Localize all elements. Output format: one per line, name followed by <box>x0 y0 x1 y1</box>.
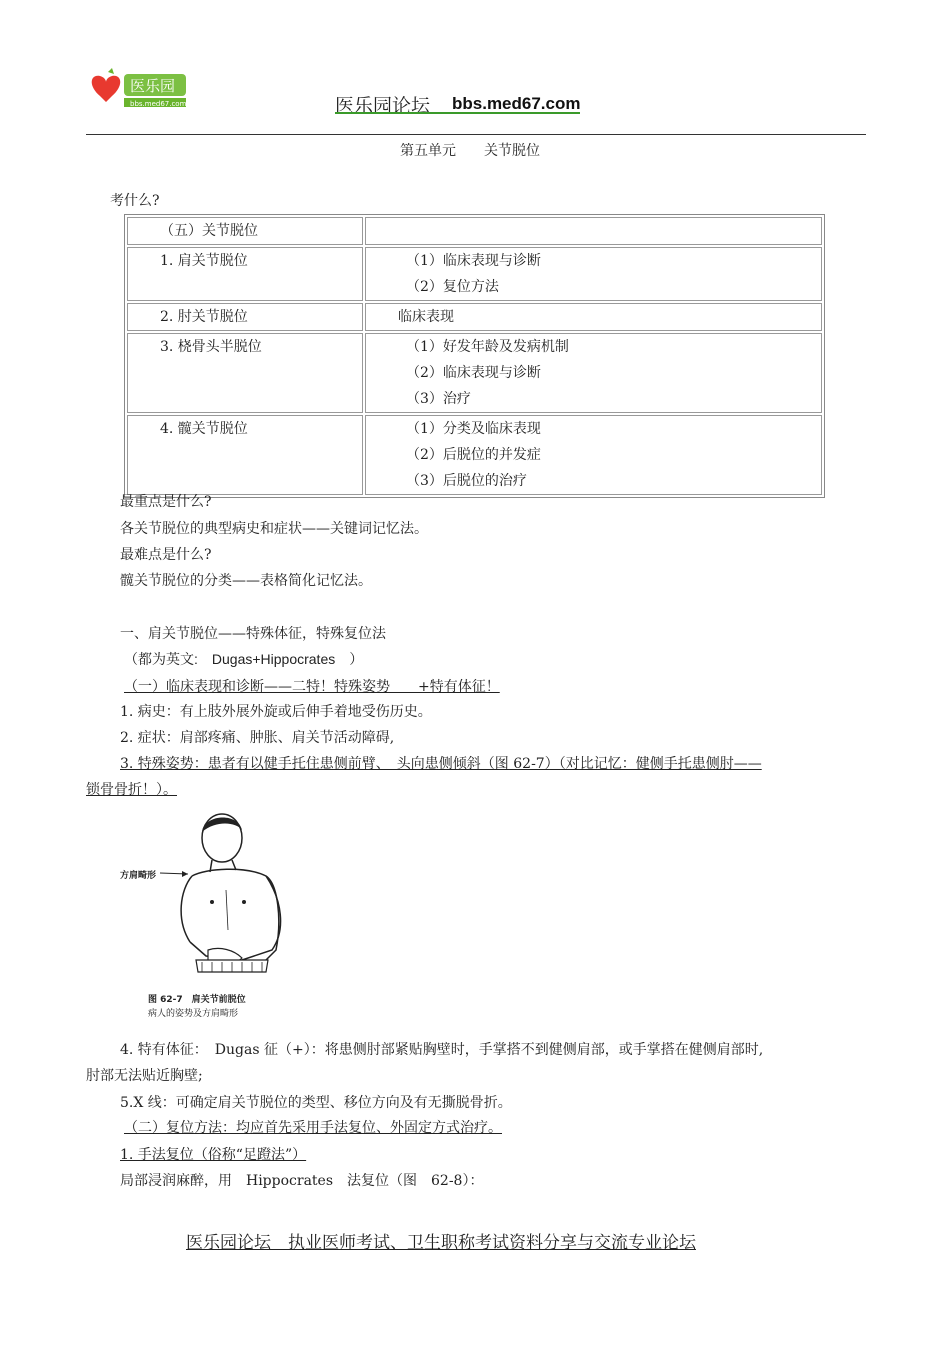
site-logo[interactable] <box>86 66 190 110</box>
english-note: （都为英文: Dugas+Hippocrates ） <box>124 651 364 667</box>
footer-link[interactable]: 医乐园论坛 执业医师考试、卫生职称考试资料分享与交流专业论坛 <box>186 1233 696 1253</box>
figure-caption-2: 病人的姿势及方肩畸形 <box>148 1009 239 1019</box>
row-subtopic: （3）治疗 <box>406 391 471 407</box>
site-url[interactable]: bbs.med67.com <box>452 94 581 113</box>
method-heading: 1. 手法复位（俗称“足蹬法”） <box>120 1147 307 1163</box>
site-title[interactable]: 医乐园论坛 <box>335 95 431 117</box>
row-subtopic: （1）临床表现与诊断 <box>406 253 541 269</box>
row-subtopic: （2）后脱位的并发症 <box>406 447 541 463</box>
subsection-heading: （一）临床表现和诊断——二特！特殊姿势 +特有体征！ <box>124 679 500 695</box>
svg-text:医乐园: 医乐园 <box>130 77 176 95</box>
item-xray: 5.X 线：可确定肩关节脱位的类型、移位方向及有无撕脱骨折。 <box>120 1095 512 1111</box>
row-topic: 4. 髋关节脱位 <box>160 421 248 437</box>
key-answer-1: 各关节脱位的典型病史和症状——关键词记忆法。 <box>120 521 428 537</box>
figure-label: 方肩畸形 <box>120 871 157 881</box>
table-row <box>127 247 822 301</box>
item-posture: 3. 特殊姿势：患者有以健手托住患侧前臂、 头向患侧倾斜（图 62-7）（对比记忆：健侧手托患侧肘—— <box>120 756 762 772</box>
item-posture-cont: 锁骨骨折！）。 <box>86 782 177 798</box>
section-heading: 一、肩关节脱位——特殊体征，特殊复位法 <box>120 626 386 642</box>
row-topic: 1. 肩关节脱位 <box>160 253 248 269</box>
item-symptoms: 2. 症状：肩部疼痛、肿胀、肩关节活动障碍, <box>120 730 395 746</box>
outline-question: 考什么? <box>110 193 160 209</box>
table-row <box>127 333 822 413</box>
subsection-reduction: （二）复位方法：均应首先采用手法复位、外固定方式治疗。 <box>124 1120 502 1136</box>
row-topic: 3. 桡骨头半脱位 <box>160 339 262 355</box>
row-subtopic: （2）临床表现与诊断 <box>406 365 541 381</box>
item-sign: 4. 特有体征： Dugas 征（+）：将患侧肘部紧贴胸壁时，手掌搭不到健侧肩部，或手掌搭在健侧肩部时, <box>120 1042 764 1058</box>
header-divider <box>86 134 866 135</box>
table-row <box>127 303 822 331</box>
row-subtopic: （3）后脱位的治疗 <box>406 473 527 489</box>
table-row <box>127 415 822 495</box>
table-row <box>127 217 822 245</box>
row-topic: （五）关节脱位 <box>160 223 258 239</box>
item-history: 1. 病史：有上肢外展外旋或后伸手着地受伤历史。 <box>120 704 432 720</box>
figure-62-7 <box>116 810 296 1020</box>
unit-title: 第五单元 关节脱位 <box>400 143 540 159</box>
item-sign-cont: 肘部无法贴近胸壁; <box>86 1068 203 1084</box>
row-subtopic: （1）分类及临床表现 <box>406 421 541 437</box>
row-subtopic: （1）好发年龄及发病机制 <box>406 339 569 355</box>
svg-text:bbs.med67.com: bbs.med67.com <box>130 100 187 108</box>
row-topic: 2. 肘关节脱位 <box>160 309 248 325</box>
method-text: 局部浸润麻醉，用 Hippocrates 法复位（图 62-8）： <box>120 1173 484 1189</box>
key-question-2: 最难点是什么? <box>120 547 212 563</box>
row-subtopic: （2）复位方法 <box>406 279 499 295</box>
key-question-1: 最重点是什么? <box>120 494 212 510</box>
row-subtopic: 临床表现 <box>398 309 454 325</box>
outline-table <box>124 214 825 498</box>
key-answer-2: 髋关节脱位的分类——表格简化记忆法。 <box>120 573 372 589</box>
figure-caption-1: 图 62-7 肩关节前脱位 <box>148 995 246 1005</box>
title-underline <box>335 112 580 114</box>
